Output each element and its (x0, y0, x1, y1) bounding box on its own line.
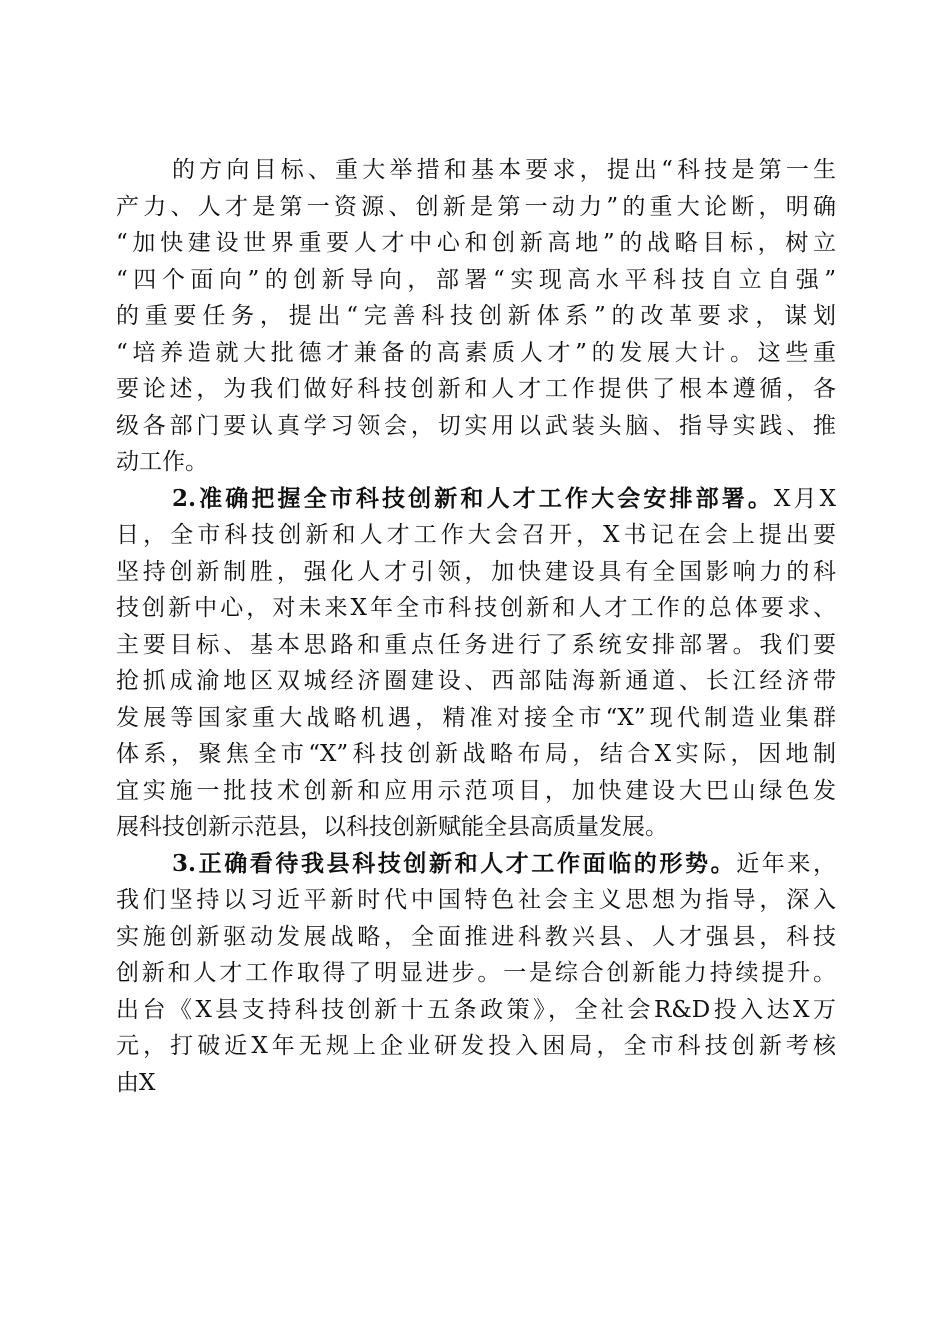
paragraph-line (116, 554, 836, 591)
line-text: 实施创新驱动发展战略，全面推进科教兴县、人才强县，科技 (116, 923, 836, 950)
paragraph-line (116, 408, 836, 445)
line-text: 产力、人才是第一资源、创新是第一动力”的重大论断，明确 (116, 193, 836, 220)
paragraph-line (116, 627, 836, 664)
line-text: “培养造就大批德才兼备的高素质人才”的发展大计。这些重 (116, 339, 836, 366)
line-text: 的方向目标、重大举措和基本要求，提出“科技是第一生 (172, 157, 836, 183)
line-text: X月X (774, 485, 837, 512)
paragraph-line (116, 152, 836, 189)
line-text: 我们坚持以习近平新时代中国特色社会主义思想为指导，深入 (116, 887, 836, 913)
paragraph-line (116, 1028, 836, 1065)
paragraph-line (116, 773, 836, 810)
line-text: 技创新中心，对未来X年全市科技创新和人才工作的总体要求、 (116, 595, 836, 621)
line-text: 日，全市科技创新和人才工作大会召开，X书记在会上提出要 (116, 522, 836, 548)
paragraph-line (116, 517, 836, 554)
line-text: 体系，聚焦全市“X”科技创新战略布局，结合X实际，因地制 (116, 741, 836, 767)
line-text: 出台《X县支持科技创新十五条政策》，全社会R&D投入达X万 (116, 996, 836, 1023)
paragraph-line (116, 663, 836, 700)
line-text: 创新和人才工作取得了明显进步。一是综合创新能力持续提升。 (116, 960, 836, 986)
line-text: 动工作。 (116, 449, 208, 475)
paragraph-line (116, 225, 836, 262)
paragraph-line (116, 736, 836, 773)
paragraph-line (116, 262, 836, 299)
paragraph-line (116, 371, 836, 408)
line-text: 发展等国家重大战略机遇，精准对接全市“X”现代制造业集群 (116, 704, 836, 731)
section-heading: 3.正确看待我县科技创新和人才工作面临的形势。 (172, 849, 737, 877)
line-text: 近年来， (736, 850, 837, 877)
line-text: 由X (116, 1069, 156, 1096)
document-body (116, 152, 836, 1101)
line-text: 元，打破近X年无规上企业研发投入困局，全市科技创新考核 (116, 1033, 836, 1059)
paragraph-line (116, 298, 836, 335)
section-heading-line (116, 481, 836, 518)
paragraph-line (116, 809, 836, 846)
line-text: 主要目标、基本思路和重点任务进行了系统安排部署。我们要 (116, 631, 836, 658)
paragraph-line (116, 335, 836, 372)
paragraph-line (116, 189, 836, 226)
line-text: 展科技创新示范县，以科技创新赋能全县高质量发展。 (116, 814, 668, 840)
line-text: 宜实施一批技术创新和应用示范项目，加快建设大巴山绿色发 (116, 777, 836, 804)
section-heading-line (116, 846, 836, 883)
line-text: 要论述，为我们做好科技创新和人才工作提供了根本遵循，各 (116, 376, 836, 402)
line-text: 的重要任务，提出“完善科技创新体系”的改革要求，谋划 (116, 303, 836, 329)
line-text: 抢抓成渝地区双城经济圈建设、西部陆海新通道、长江经济带 (116, 668, 836, 694)
line-text: 级各部门要认真学习领会，切实用以武装头脑、指导实践、推 (116, 412, 836, 439)
paragraph-line (116, 700, 836, 737)
line-text: “加快建设世界重要人才中心和创新高地”的战略目标，树立 (116, 230, 836, 256)
paragraph-line (116, 955, 836, 992)
paragraph-line (116, 882, 836, 919)
section-heading: 2.准确把握全市科技创新和人才工作大会安排部署。 (172, 484, 774, 512)
paragraph-line (116, 992, 836, 1029)
paragraph-line (116, 444, 836, 481)
paragraph-line (116, 1065, 836, 1102)
paragraph-line (116, 590, 836, 627)
line-text: “四个面向”的创新导向，部署“实现高水平科技自立自强” (116, 266, 836, 293)
paragraph-line (116, 919, 836, 956)
line-text: 坚持创新制胜，强化人才引领，加快建设具有全国影响力的科 (116, 558, 836, 585)
